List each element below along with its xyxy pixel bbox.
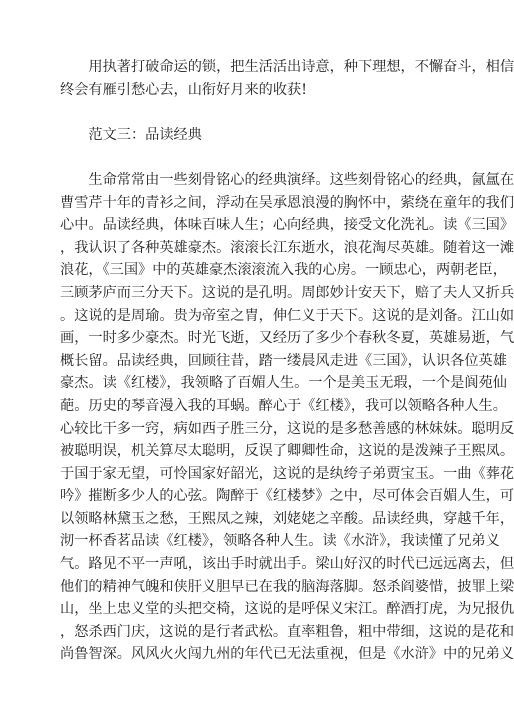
paragraph-2-line-14: 于国于家无望，可怜国家好韶光，这说的是纨绔子弟贾宝玉。一曲《葬花 xyxy=(60,465,514,482)
paragraph-2-line-7: 。这说的是周瑜。贵为帝室之胄，伸仁义于天下。这说的是刘备。江山如 xyxy=(60,307,514,324)
paragraph-2-line-3: 心中。品读经典，体味百味人生；心向经典，接受文化洗礼。读《三国》 xyxy=(60,217,514,234)
paragraph-2-line-13: 被聪明误，机关算尽太聪明，反误了卿卿性命，这说的是泼辣子王熙凤。 xyxy=(60,443,514,460)
paragraph-2-line-5: 浪花，《三国》中的英雄豪杰滚滚流入我的心房。一顾忠心，两朝老臣， xyxy=(60,262,507,279)
paragraph-2-line-21: ，怒杀西门庆，这说的是行者武松。直率粗鲁，粗中带细，这说的是花和 xyxy=(60,623,514,640)
paragraph-2-line-12: 心较比干多一窍，病如西子胜三分，这说的是多愁善感的林妹妹。聪明反 xyxy=(60,420,514,437)
paragraph-2-line-18: 气。路见不平一声吼，该出手时就出手。梁山好汉的时代已远远离去，但 xyxy=(60,556,514,573)
paragraph-2-line-2: 曹雪芹十年的青衫之间，浮动在吴承恩浪漫的胸怀中，萦绕在童年的我们 xyxy=(60,194,514,211)
document-page xyxy=(60,56,514,666)
paragraph-2-line-1: 生命常常由一些刻骨铭心的经典演绎。这些刻骨铭心的经典，氤氲在 xyxy=(60,171,514,188)
paragraph-spacer xyxy=(60,101,440,124)
paragraph-2-line-9: 概长留。品读经典，回顾往昔，踏一缕晨风走进《三国》，认识各位英雄 xyxy=(60,352,507,369)
paragraph-2-line-8: 画，一时多少豪杰。时光飞逝，又经历了多少个春秋冬夏，英雄易逝，气 xyxy=(60,330,514,347)
section-heading: 范文三：品读经典 xyxy=(60,126,202,143)
paragraph-1-line-1: 用执著打破命运的锁，把生活活出诗意，种下理想，不懈奋斗，相信 xyxy=(60,59,514,75)
paragraph-2-line-16: 以领略林黛玉之愁，王熙凤之辣，刘姥姥之辛酸。品读经典，穿越千年， xyxy=(60,510,514,527)
paragraph-2-line-4: ，我认识了各种英雄豪杰。滚滚长江东逝水，浪花淘尽英雄。随着这一滩 xyxy=(60,239,514,256)
paragraph-2-line-11: 葩。历史的琴音漫入我的耳蜗。醉心于《红楼》，我可以领略各种人生。 xyxy=(60,397,507,414)
paragraph-2-line-19: 他们的精神气魄和侠肝义胆早已在我的脑海落脚。怒杀阎婆惜，披罪上梁 xyxy=(60,578,514,595)
paragraph-2-line-15: 吟》摧断多少人的心弦。陶醉于《红楼梦》之中，尽可体会百媚人生，可 xyxy=(60,488,514,505)
paragraph-spacer xyxy=(60,146,440,169)
paragraph-2-line-10: 豪杰。读《红楼》，我领略了百媚人生。一个是美玉无瑕，一个是阆苑仙 xyxy=(60,375,507,392)
paragraph-2-line-22: 尚鲁智深。风风火火闯九州的年代已无法重视，但是《水浒》中的兄弟义 xyxy=(60,646,514,663)
paragraph-2-line-20: 山，坐上忠义堂的头把交椅，这说的是呼保义宋江。醉酒打虎，为兄报仇 xyxy=(60,601,514,618)
paragraph-1-line-2: 终会有雁引愁心去，山衔好月来的收获! xyxy=(60,81,307,98)
paragraph-2-line-17: 沏一杯香茗品读《红楼》，领略各种人生。读《水浒》，我读懂了兄弟义 xyxy=(60,533,500,550)
paragraph-2-line-6: 三顾茅庐而三分天下。这说的是孔明。周郎妙计安天下，赔了夫人又折兵 xyxy=(60,284,514,301)
